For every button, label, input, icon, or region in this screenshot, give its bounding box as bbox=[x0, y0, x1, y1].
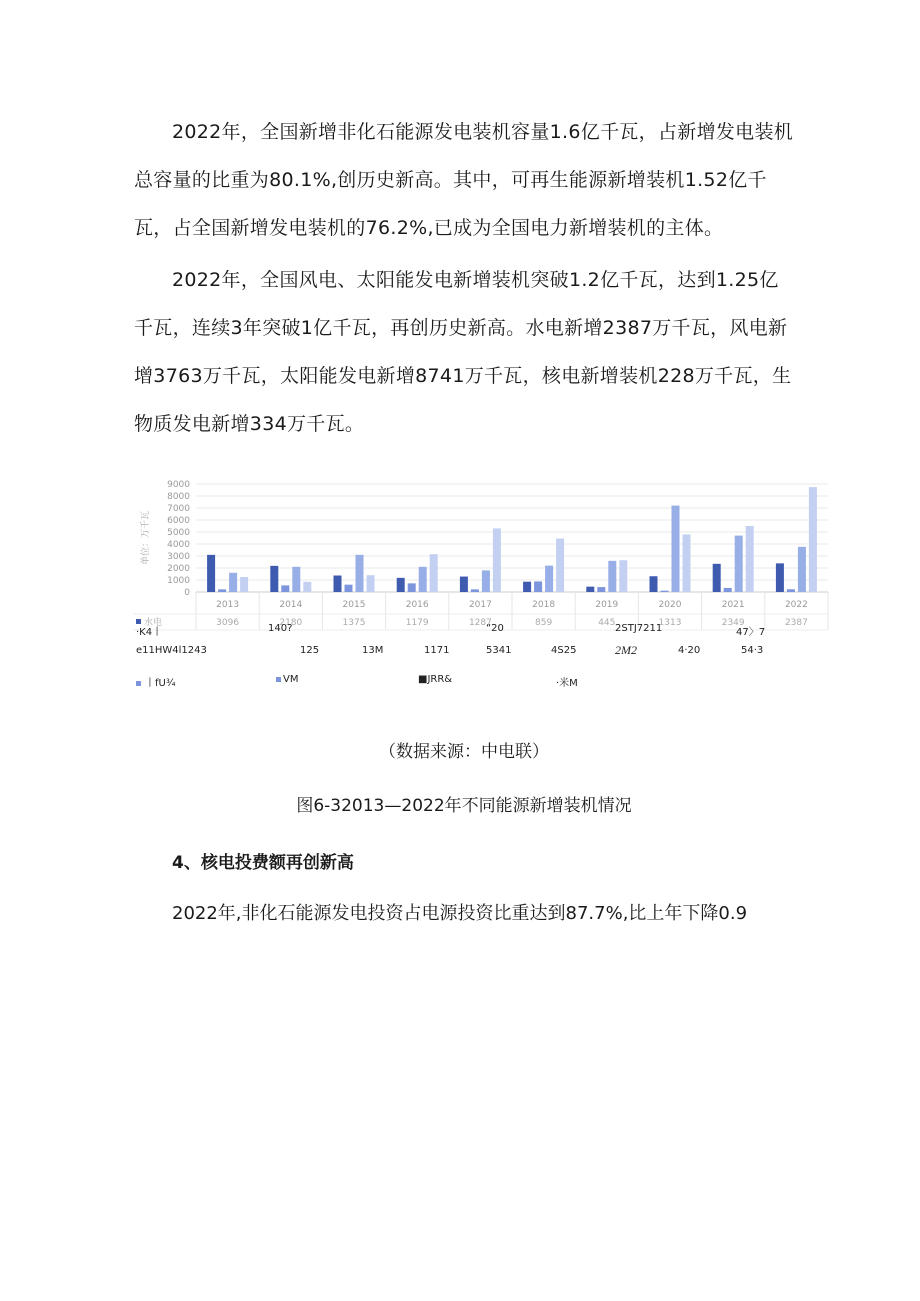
y-tick-label: 8000 bbox=[167, 492, 190, 502]
bar bbox=[281, 585, 289, 592]
bar bbox=[303, 582, 311, 592]
x-tick-label: 2015 bbox=[342, 600, 366, 610]
bar bbox=[545, 566, 553, 592]
legend-label: ·米M bbox=[556, 678, 578, 689]
table-row3-cell: 13M bbox=[362, 645, 384, 656]
x-tick-label: 2021 bbox=[721, 600, 745, 610]
y-tick-label: 4000 bbox=[167, 540, 190, 550]
x-tick-label: 2017 bbox=[468, 600, 492, 610]
paragraph-investment: 2022年,非化石能源发电投资占电源投资比重达到87.7%,比上年下降0.9 bbox=[172, 903, 748, 924]
bar bbox=[430, 554, 438, 592]
table-value: 2180 bbox=[279, 618, 303, 628]
bar bbox=[713, 564, 721, 592]
y-tick-label: 6000 bbox=[167, 516, 190, 526]
y-tick-label: 3000 bbox=[167, 552, 190, 562]
bar bbox=[787, 589, 795, 592]
table-value: 1313 bbox=[658, 618, 682, 628]
legend-item bbox=[276, 674, 298, 685]
bar bbox=[724, 588, 732, 592]
bar bbox=[218, 589, 226, 592]
table-value: 1287 bbox=[468, 618, 492, 628]
bar bbox=[397, 578, 405, 592]
bar bbox=[207, 555, 215, 592]
table-row3-cell: 125 bbox=[300, 645, 320, 656]
bar bbox=[493, 528, 501, 592]
table-value: 3096 bbox=[216, 618, 240, 628]
legend-label: ■JRR& bbox=[418, 674, 453, 685]
legend-swatch-icon bbox=[276, 677, 281, 682]
table-row2-cell: “20 bbox=[486, 623, 504, 634]
x-tick-label: 2018 bbox=[532, 600, 556, 610]
table-row3-cell: 1171 bbox=[424, 645, 450, 656]
legend-item bbox=[136, 674, 176, 689]
table-row2-label: ·K4丨 bbox=[136, 627, 163, 638]
table-value: 2349 bbox=[721, 618, 745, 628]
x-tick-label: 2016 bbox=[405, 600, 429, 610]
bar bbox=[367, 575, 375, 592]
bar bbox=[735, 536, 743, 592]
bar bbox=[650, 576, 658, 592]
legend-swatch-icon bbox=[136, 681, 141, 686]
y-axis-label: 单位：万千瓦 bbox=[141, 510, 151, 566]
table-row3-label: e11HW4l1243 bbox=[136, 645, 207, 656]
section-heading: 4、核电投费额再创新高 bbox=[172, 853, 354, 873]
bar bbox=[345, 585, 353, 592]
data-source-note: （数据来源：中电联） bbox=[379, 742, 549, 762]
bar bbox=[419, 567, 427, 592]
y-tick-label: 9000 bbox=[167, 480, 190, 490]
table-row3-cell: 54·3 bbox=[741, 645, 764, 656]
bar bbox=[471, 589, 479, 592]
table-value: 1375 bbox=[342, 618, 366, 628]
y-tick-label: 5000 bbox=[167, 528, 190, 538]
bar bbox=[356, 555, 364, 592]
y-tick-label: 2000 bbox=[167, 564, 190, 574]
figure-caption: 图6-32013—2022年不同能源新增装机情况 bbox=[296, 796, 632, 816]
bar bbox=[523, 582, 531, 592]
table-row2-cell: 2STJ7211 bbox=[615, 623, 663, 634]
table-value: 859 bbox=[535, 618, 553, 628]
x-tick-label: 2020 bbox=[658, 600, 682, 610]
y-tick-label: 0 bbox=[184, 588, 190, 598]
bar bbox=[292, 567, 300, 592]
bar bbox=[408, 583, 416, 592]
table-row3-cell: 4S25 bbox=[551, 645, 577, 656]
bar bbox=[460, 577, 468, 592]
table-row2-cell: 47〉7 bbox=[736, 627, 766, 638]
table-row3-cell: 5341 bbox=[486, 645, 512, 656]
x-tick-label: 2014 bbox=[279, 600, 303, 610]
bar bbox=[798, 547, 806, 592]
table-row3-cell: 2M2 bbox=[615, 643, 637, 657]
bar bbox=[746, 526, 754, 592]
bar bbox=[608, 561, 616, 592]
bar bbox=[334, 576, 342, 593]
bar bbox=[776, 563, 784, 592]
bar bbox=[661, 591, 669, 592]
paragraph-wind-solar-capacity: 2022年，全国风电、太阳能发电新增装机突破1.2亿千瓦，达到1.25亿千瓦，连续3年突破1亿千瓦，再创历史新高。水电新增2387万千瓦，风电新增3763万千瓦，太阳能发电新增8741万千瓦，核电新增装机228万千瓦，生物质发电新增334万千瓦。 bbox=[134, 269, 792, 435]
y-tick-label: 7000 bbox=[167, 504, 190, 514]
table-row2-cell: 140? bbox=[268, 623, 293, 634]
bar bbox=[556, 539, 564, 592]
x-tick-label: 2013 bbox=[216, 600, 240, 610]
table-value: 2387 bbox=[784, 618, 808, 628]
legend-item bbox=[418, 674, 452, 685]
bar bbox=[482, 570, 490, 592]
table-value: 1179 bbox=[405, 618, 429, 628]
paragraph-new-installed-capacity: 2022年，全国新增非化石能源发电装机容量1.6亿千瓦，占新增发电装机总容量的比重为80.1%,创历史新高。其中，可再生能源新增装机1.52亿千瓦，占全国新增发电装机的76.2%,已成为全国电力新增装机的主体。 bbox=[134, 121, 794, 239]
table-row-label: 水电 bbox=[144, 618, 163, 628]
table-value: 445 bbox=[598, 618, 616, 628]
x-tick-label: 2019 bbox=[595, 600, 619, 610]
y-tick-label: 1000 bbox=[167, 576, 190, 586]
x-tick-label: 2022 bbox=[784, 600, 808, 610]
legend-label: VM bbox=[283, 674, 299, 685]
chart-svg bbox=[134, 478, 834, 690]
bar bbox=[270, 566, 278, 592]
bar bbox=[534, 581, 542, 592]
installed-capacity-chart bbox=[134, 478, 834, 690]
legend-item bbox=[556, 674, 578, 689]
bar bbox=[586, 587, 594, 592]
bar bbox=[619, 560, 627, 592]
bar bbox=[809, 487, 817, 592]
bar bbox=[240, 577, 248, 592]
legend-label: 丨fU¾ bbox=[145, 678, 176, 689]
bar bbox=[683, 534, 691, 592]
bar bbox=[672, 506, 680, 592]
bar bbox=[597, 587, 605, 592]
bar bbox=[229, 573, 237, 592]
table-row3-cell: 4·20 bbox=[678, 645, 701, 656]
